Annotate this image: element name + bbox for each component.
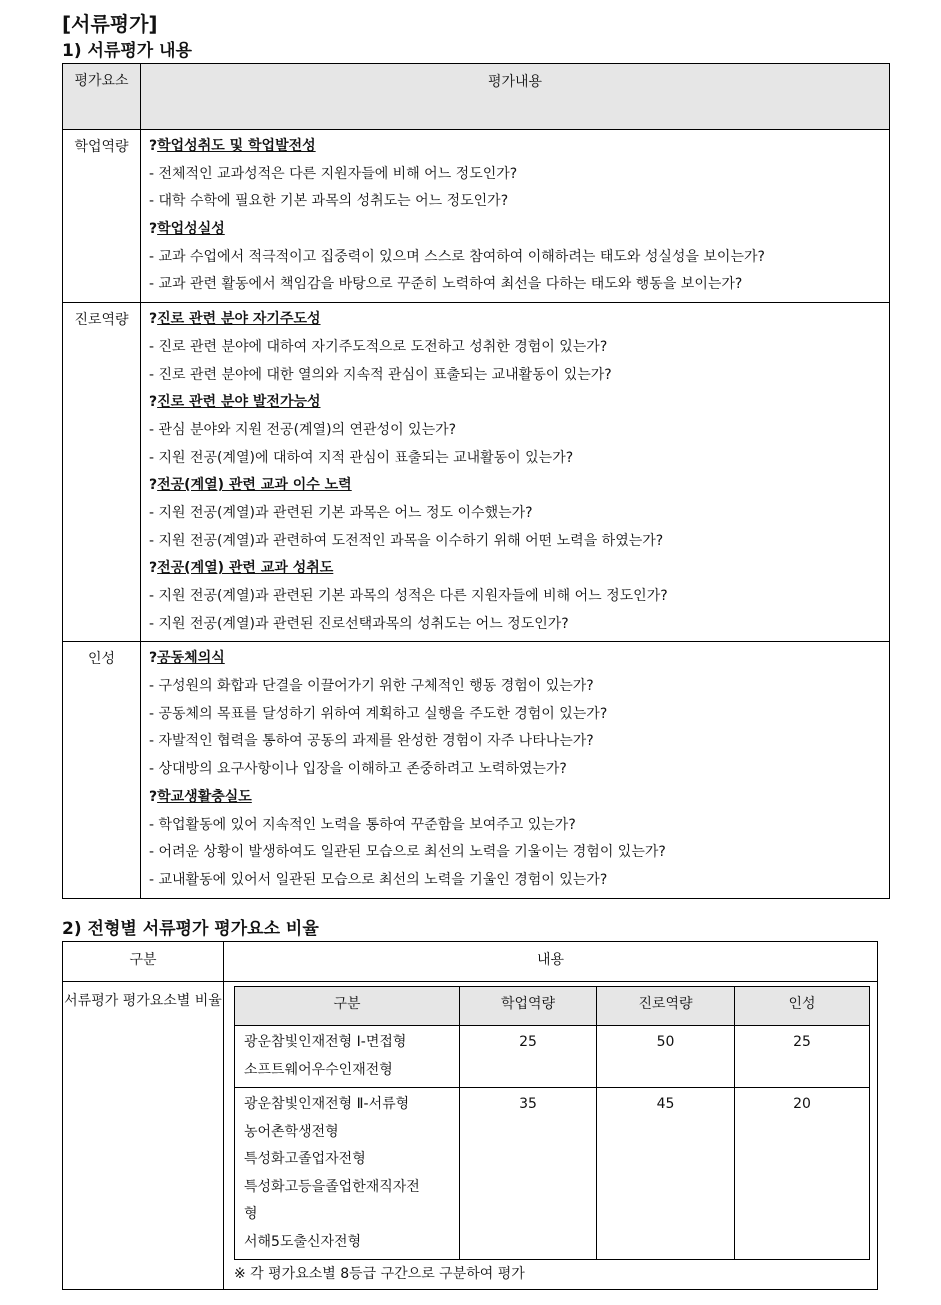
admission-type-name: 소프트웨어우수인재전형: [244, 1061, 393, 1078]
criterion-heading: [149, 645, 889, 673]
header-content: 내용: [224, 942, 878, 982]
criterion-heading: [149, 555, 889, 583]
criterion-item: - 상대방의 요구사항이나 입장을 이해하고 존중하려고 노력하였는가?: [149, 761, 567, 778]
criterion-marker: ?: [149, 394, 158, 411]
page-title: [서류평가]: [62, 12, 158, 36]
criterion-marker: ?: [149, 477, 158, 494]
admission-type-name: 서해5도출신자전형: [244, 1233, 362, 1250]
inner-row: [235, 1026, 870, 1088]
evaluation-element: 진로역량: [63, 303, 141, 642]
criterion-item: - 대학 수학에 필요한 기본 과목의 성취도는 어느 정도인가?: [149, 193, 509, 210]
evaluation-content: [141, 130, 890, 303]
criterion-item: - 지원 전공(계열)과 관련된 기본 과목의 성적은 다른 지원자들에 비해 어느 정도인가?: [149, 588, 668, 604]
content-list: [141, 303, 889, 641]
ratio-table: [62, 941, 878, 1290]
admission-types: [235, 1026, 460, 1088]
section1-heading: 1) 서류평가 내용: [62, 41, 192, 61]
criterion-title: 진로 관련 분야 자기주도성: [157, 311, 321, 328]
academic-ratio: 35: [460, 1088, 597, 1260]
criterion-title: 학업성실성: [157, 221, 225, 238]
header-category: 구분: [63, 942, 224, 982]
section2-heading: 2) 전형별 서류평가 평가요소 비율: [62, 919, 319, 939]
evaluation-content: [141, 303, 890, 642]
evaluation-content-table: [62, 63, 890, 899]
criterion-marker: ?: [149, 138, 158, 154]
criterion-item: - 교내활동에 있어서 일관된 모습으로 최선의 노력을 기울인 경험이 있는가?: [149, 871, 608, 888]
criterion-item: - 구성원의 화합과 단결을 이끌어가기 위한 구체적인 행동 경험이 있는가?: [149, 678, 594, 695]
criterion-title: 진로 관련 분야 발전가능성: [157, 394, 321, 411]
criterion-heading: [149, 133, 889, 161]
admission-type-name: 광운참빛인재전형 Ⅰ-면접형: [244, 1034, 407, 1050]
criterion-item: - 전체적인 교과성적은 다른 지원자들에 비해 어느 정도인가?: [149, 165, 518, 182]
criterion-heading: [149, 784, 889, 812]
inner-header-row: [235, 987, 870, 1026]
criterion-title: 전공(계열) 관련 교과 성취도: [157, 560, 334, 577]
table-row: [63, 130, 890, 303]
criterion-item: - 관심 분야와 지원 전공(계열)의 연관성이 있는가?: [149, 421, 457, 438]
criterion-item: - 학업활동에 있어 지속적인 노력을 통하여 꾸준함을 보여주고 있는가?: [149, 816, 576, 833]
criterion-item: - 진로 관련 분야에 대하여 자기주도적으로 도전하고 성취한 경험이 있는가?: [149, 338, 608, 355]
criterion-item: - 지원 전공(계열)과 관련된 진로선택과목의 성취도는 어느 정도인가?: [149, 615, 569, 632]
header-content: 평가내용: [141, 64, 890, 130]
admission-type-name: 특성화고등을졸업한재직자전: [244, 1178, 420, 1195]
admission-type-name: 형: [244, 1206, 258, 1222]
criterion-item: - 지원 전공(계열)과 관련된 기본 과목은 어느 정도 이수했는가?: [149, 504, 533, 521]
ratio-cell: [224, 982, 878, 1290]
evaluation-element: 인성: [63, 642, 141, 898]
criterion-item: - 지원 전공(계열)에 대하여 지적 관심이 표출되는 교내활동이 있는가?: [149, 449, 574, 466]
inner-header-character: 인성: [735, 987, 870, 1026]
criterion-heading: [149, 306, 889, 334]
criterion-marker: ?: [149, 311, 158, 328]
criterion-title: 학업성취도 및 학업발전성: [157, 138, 316, 154]
academic-ratio: 25: [460, 1026, 597, 1088]
criterion-marker: ?: [149, 650, 158, 667]
evaluation-content: [141, 642, 890, 898]
criterion-marker: ?: [149, 221, 158, 238]
admission-type-name: 광운참빛인재전형 Ⅱ-서류형: [244, 1096, 410, 1112]
content-list: [141, 642, 889, 897]
table-row: [63, 303, 890, 642]
admission-types: [235, 1088, 460, 1260]
table-header-row: [63, 64, 890, 130]
criterion-item: - 진로 관련 분야에 대한 열의와 지속적 관심이 표출되는 교내활동이 있는가?: [149, 366, 612, 383]
criterion-item: - 교과 관련 활동에서 책임감을 바탕으로 꾸준히 노력하여 최선을 다하는 태도와 행동을 보이는가?: [149, 276, 743, 293]
character-ratio: 25: [735, 1026, 870, 1088]
criterion-heading: [149, 216, 889, 244]
table-row: [63, 642, 890, 898]
ratio-inner-table: [234, 986, 870, 1260]
criterion-marker: ?: [149, 560, 158, 577]
inner-row: [235, 1088, 870, 1260]
evaluation-element: 학업역량: [63, 130, 141, 303]
header-element: 평가요소: [63, 64, 141, 130]
criterion-item: - 지원 전공(계열)과 관련하여 도전적인 과목을 이수하기 위해 어떤 노력을 하였는가?: [149, 532, 664, 549]
career-ratio: 45: [597, 1088, 735, 1260]
admission-type-name: 농어촌학생전형: [244, 1123, 339, 1140]
criterion-marker: ?: [149, 788, 158, 805]
inner-header-academic: 학업역량: [460, 987, 597, 1026]
table-row: [63, 982, 878, 1290]
criterion-item: - 교과 수업에서 적극적이고 집중력이 있으며 스스로 참여하여 이해하려는 태도와 성실성을 보이는가?: [149, 248, 765, 265]
criterion-title: 학교생활충실도: [157, 788, 252, 805]
criterion-item: - 자발적인 협력을 통하여 공동의 과제를 완성한 경험이 자주 나타나는가?: [149, 733, 594, 750]
note: ※ 각 평가요소별 8등급 구간으로 구분하여 평가: [234, 1266, 525, 1282]
career-ratio: 50: [597, 1026, 735, 1088]
criterion-title: 공동체의식: [157, 650, 225, 667]
criterion-heading: [149, 472, 889, 500]
criterion-heading: [149, 389, 889, 417]
inner-header-career: 진로역량: [597, 987, 735, 1026]
row-label: 서류평가 평가요소별 비율: [63, 982, 224, 1290]
criterion-title: 전공(계열) 관련 교과 이수 노력: [157, 477, 352, 494]
character-ratio: 20: [735, 1088, 870, 1260]
inner-header-category: 구분: [235, 987, 460, 1026]
table-header-row: [63, 942, 878, 982]
criterion-item: - 공동체의 목표를 달성하기 위하여 계획하고 실행을 주도한 경험이 있는가?: [149, 705, 608, 722]
admission-type-name: 특성화고졸업자전형: [244, 1151, 366, 1167]
content-list: [141, 130, 889, 302]
criterion-item: - 어려운 상황이 발생하여도 일관된 모습으로 최선의 노력을 기울이는 경험이 있는가?: [149, 844, 666, 861]
